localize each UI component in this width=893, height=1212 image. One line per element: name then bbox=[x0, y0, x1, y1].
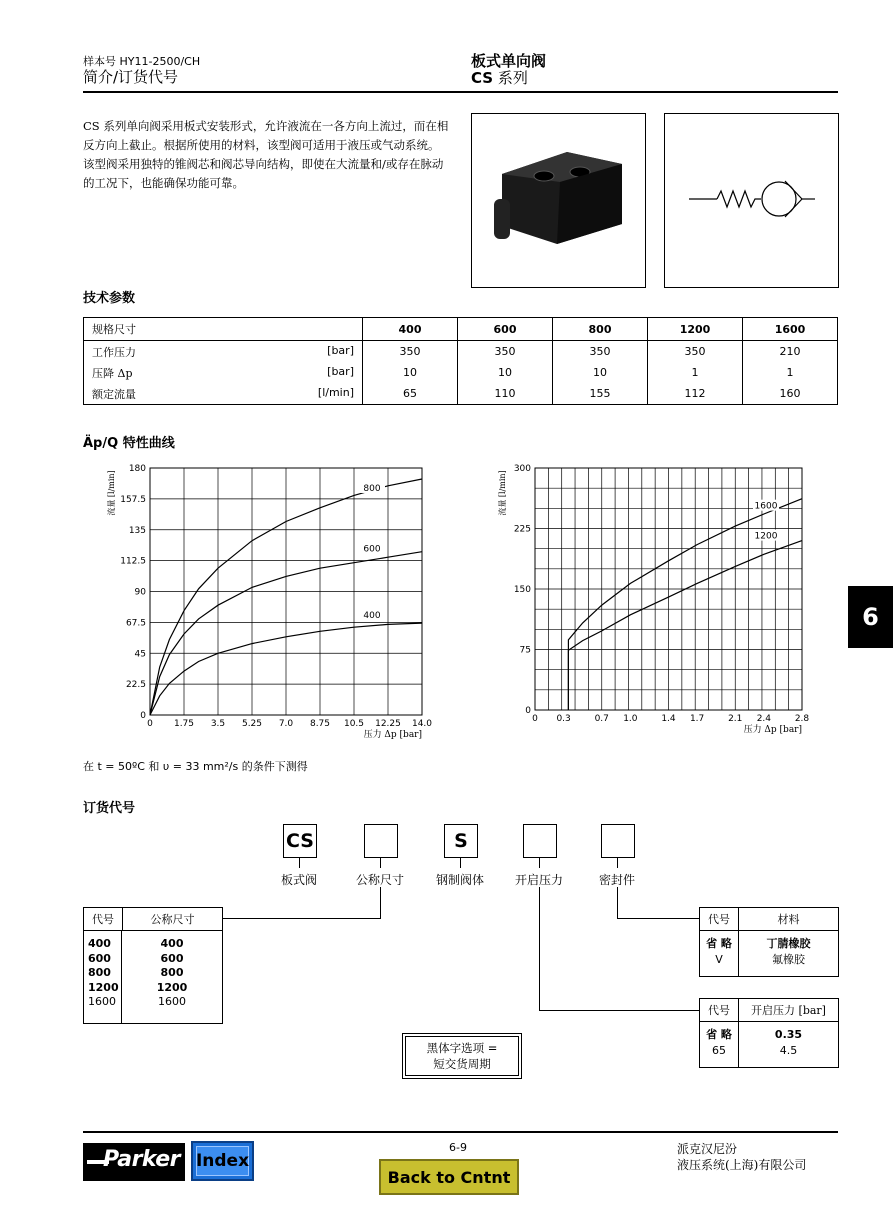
code-label: 公称尺寸 bbox=[355, 873, 405, 887]
code-label: 钢制阀体 bbox=[435, 873, 485, 887]
product-title: 板式单向阀 bbox=[471, 52, 547, 70]
x-tick-label: 1.4 bbox=[661, 714, 676, 724]
table-header: 代号 bbox=[700, 999, 739, 1021]
x-tick-label: 7.0 bbox=[278, 719, 294, 729]
series-label: 600 bbox=[363, 544, 381, 555]
connector-line bbox=[539, 887, 540, 1011]
x-tick-label: 3.5 bbox=[210, 719, 226, 729]
code-label: 板式阀 bbox=[280, 873, 318, 887]
table-header-row bbox=[84, 318, 838, 341]
x-tick-label: 0 bbox=[147, 719, 153, 729]
list-item: 1200 bbox=[156, 980, 188, 994]
table-cell: 65 bbox=[363, 383, 458, 405]
code-box-seal bbox=[601, 824, 635, 858]
product-photo bbox=[471, 113, 646, 288]
curves-title: Äp/Q 特性曲线 bbox=[83, 436, 175, 451]
x-tick-label: 0.7 bbox=[594, 714, 609, 724]
list-item: 0.35 bbox=[774, 1028, 803, 1041]
footer-rule bbox=[83, 1131, 838, 1133]
code-box-size bbox=[364, 824, 398, 858]
table-cell: 350 bbox=[363, 341, 458, 363]
x-axis-label: 压力 Δp [bar] bbox=[363, 730, 422, 740]
x-tick-label: 2.8 bbox=[794, 714, 810, 724]
pressure-value-column bbox=[739, 1022, 838, 1067]
list-item: 1600 bbox=[158, 995, 186, 1008]
series-title: CS 系列 bbox=[471, 69, 528, 87]
x-tick-label: 10.5 bbox=[343, 719, 365, 729]
code-box-s: S bbox=[444, 824, 478, 858]
connector-line bbox=[617, 887, 618, 919]
series-label: 400 bbox=[363, 611, 381, 622]
list-item: 丁腈橡胶 bbox=[766, 937, 811, 950]
table-cell: 160 bbox=[743, 383, 838, 405]
list-item: 省 略 bbox=[706, 1028, 732, 1041]
connector-line bbox=[299, 858, 300, 868]
list-item: 1200 bbox=[88, 980, 119, 994]
table-cell: 1 bbox=[648, 362, 743, 383]
table-header: 开启压力 [bar] bbox=[751, 1004, 826, 1017]
table-cell: 155 bbox=[553, 383, 648, 405]
logo-wordmark: Parker bbox=[103, 1147, 181, 1172]
back-button-label: Back to Cntnt bbox=[387, 1167, 511, 1187]
x-tick-label: 2.1 bbox=[728, 714, 743, 724]
list-item: 1600 bbox=[88, 995, 116, 1008]
size-header: 600 bbox=[458, 318, 553, 341]
x-tick-label: 12.25 bbox=[375, 719, 401, 729]
x-tick-label: 1.0 bbox=[623, 714, 638, 724]
size-code-column bbox=[84, 931, 122, 1023]
seal-code-column bbox=[700, 931, 739, 976]
connector-line bbox=[380, 887, 381, 919]
table-header: 公称尺寸 bbox=[150, 913, 195, 926]
size-header: 1600 bbox=[743, 318, 838, 341]
catalog-number: 样本号 HY11-2500/CH bbox=[83, 55, 201, 68]
seal-code-table bbox=[699, 907, 839, 977]
header-rule bbox=[83, 91, 838, 93]
table-cell: 210 bbox=[743, 341, 838, 363]
list-item: 600 bbox=[88, 951, 111, 965]
table-row bbox=[84, 362, 838, 383]
table-cell: 110 bbox=[458, 383, 553, 405]
y-tick-label: 90 bbox=[134, 587, 146, 598]
connector-line bbox=[539, 1010, 699, 1011]
x-tick-label: 0.3 bbox=[556, 714, 571, 724]
code-label: 密封件 bbox=[598, 873, 636, 887]
seal-material-column bbox=[739, 931, 838, 976]
size-header: 400 bbox=[363, 318, 458, 341]
size-value-column bbox=[122, 931, 222, 1023]
code-box-cs: CS bbox=[283, 824, 317, 858]
y-tick-label: 75 bbox=[519, 645, 531, 656]
param-unit: [l/min] bbox=[317, 385, 354, 399]
y-axis-label: 流量 [l/min] bbox=[107, 470, 116, 516]
company-line-2: 液压系统(上海)有限公司 bbox=[677, 1158, 807, 1172]
table-header-label: 规格尺寸 bbox=[84, 318, 363, 341]
series-label: 800 bbox=[363, 483, 381, 494]
y-tick-label: 0 bbox=[525, 706, 531, 716]
table-cell: 350 bbox=[553, 341, 648, 363]
series-label: 1600 bbox=[754, 501, 778, 512]
table-cell: 350 bbox=[458, 341, 553, 363]
param-name: 工作压力 bbox=[92, 345, 136, 359]
y-tick-label: 22.5 bbox=[125, 680, 146, 691]
parker-logo bbox=[83, 1143, 185, 1181]
y-tick-label: 225 bbox=[513, 524, 531, 535]
y-tick-label: 112.5 bbox=[120, 556, 146, 567]
company-name bbox=[677, 1141, 806, 1173]
connector-line bbox=[617, 918, 699, 919]
y-tick-label: 150 bbox=[513, 585, 531, 595]
y-tick-label: 67.5 bbox=[125, 618, 146, 629]
y-axis-label: 流量 [l/min] bbox=[498, 470, 507, 516]
pressure-code-table bbox=[699, 998, 839, 1068]
param-unit: [bar] bbox=[327, 343, 354, 357]
table-header: 代号 bbox=[700, 908, 739, 930]
series-line-1200 bbox=[568, 541, 802, 710]
table-cell: 10 bbox=[363, 362, 458, 383]
table-header: 材料 bbox=[777, 913, 800, 926]
list-item: 氟橡胶 bbox=[772, 953, 805, 966]
legend-line-1: 黑体字选项 = bbox=[426, 1041, 498, 1055]
valve-photo-image bbox=[472, 114, 645, 287]
list-item: 400 bbox=[160, 937, 184, 950]
x-tick-label: 0 bbox=[532, 714, 538, 724]
list-item: 65 bbox=[712, 1044, 726, 1057]
bold-options-legend bbox=[402, 1033, 522, 1079]
y-tick-label: 0 bbox=[140, 711, 146, 721]
chapter-tab[interactable]: 6 bbox=[848, 586, 893, 648]
tech-params-table bbox=[83, 317, 838, 405]
list-item: 600 bbox=[160, 951, 184, 965]
list-item: 400 bbox=[88, 937, 111, 950]
connector-line bbox=[222, 918, 381, 919]
x-tick-label: 2.4 bbox=[756, 714, 772, 724]
table-row bbox=[84, 383, 838, 405]
x-tick-label: 1.7 bbox=[689, 714, 705, 724]
connector-line bbox=[617, 858, 618, 868]
size-header: 800 bbox=[553, 318, 648, 341]
section-title: 简介/订货代号 bbox=[83, 68, 179, 86]
x-tick-label: 1.75 bbox=[173, 719, 195, 729]
check-valve-icon bbox=[665, 114, 838, 287]
tech-params-title: 技术参数 bbox=[83, 291, 136, 306]
legend-line-2: 短交货周期 bbox=[433, 1057, 491, 1071]
back-to-contents-button[interactable] bbox=[379, 1159, 519, 1195]
list-item: 800 bbox=[160, 966, 184, 979]
size-header: 1200 bbox=[648, 318, 743, 341]
connector-line bbox=[539, 858, 540, 868]
table-cell: 10 bbox=[458, 362, 553, 383]
connector-line bbox=[380, 858, 381, 868]
chart-dp-q-large bbox=[497, 455, 817, 750]
code-box-pressure bbox=[523, 824, 557, 858]
index-button[interactable] bbox=[191, 1141, 254, 1181]
table-cell: 10 bbox=[553, 362, 648, 383]
y-tick-label: 157.5 bbox=[120, 494, 146, 505]
table-cell: 112 bbox=[648, 383, 743, 405]
order-code-title: 订货代号 bbox=[83, 801, 136, 816]
connector-line bbox=[460, 858, 461, 868]
param-name: 额定流量 bbox=[92, 387, 136, 401]
list-item: V bbox=[715, 953, 723, 966]
y-tick-label: 180 bbox=[128, 464, 146, 474]
size-code-table bbox=[83, 907, 223, 1024]
pressure-code-column bbox=[700, 1022, 739, 1067]
chart-dp-q-small bbox=[100, 455, 445, 750]
list-item: 省 略 bbox=[706, 937, 732, 950]
table-cell: 1 bbox=[743, 362, 838, 383]
param-name: 压降 Δp bbox=[92, 366, 133, 380]
x-tick-label: 5.25 bbox=[241, 719, 263, 729]
y-tick-label: 45 bbox=[134, 649, 146, 660]
y-tick-label: 300 bbox=[513, 464, 531, 474]
param-unit: [bar] bbox=[327, 364, 354, 378]
measurement-note: 在 t = 50ºC 和 υ = 33 mm²/s 的条件下测得 bbox=[83, 760, 308, 773]
series-label: 1200 bbox=[754, 531, 778, 542]
x-tick-label: 8.75 bbox=[309, 719, 331, 729]
intro-text bbox=[83, 117, 453, 193]
table-header: 代号 bbox=[84, 908, 123, 930]
y-tick-label: 135 bbox=[128, 525, 146, 536]
intro-paragraph-1: CS 系列单向阀采用板式安装形式，允许液流在一各方向上流过，而在相反方向上截止。根据所使用的材料，该型阀可适用于液压或气动系统。 bbox=[83, 119, 449, 152]
page-number: 6-9 bbox=[449, 1141, 467, 1154]
x-tick-label: 14.0 bbox=[411, 719, 433, 729]
code-label: 开启压力 bbox=[514, 873, 564, 887]
list-item: 4.5 bbox=[779, 1044, 798, 1057]
table-cell: 350 bbox=[648, 341, 743, 363]
index-button-label: Index bbox=[195, 1151, 250, 1171]
check-valve-symbol bbox=[664, 113, 839, 288]
list-item: 800 bbox=[88, 966, 111, 979]
x-axis-label: 压力 Δp [bar] bbox=[743, 725, 802, 735]
intro-paragraph-2: 该型阀采用独特的锥阀芯和阀芯导向结构，即使在大流量和/或存在脉动的工况下，也能确保功能可靠。 bbox=[83, 157, 444, 190]
company-line-1: 派克汉尼汾 bbox=[677, 1142, 738, 1156]
table-row bbox=[84, 341, 838, 363]
